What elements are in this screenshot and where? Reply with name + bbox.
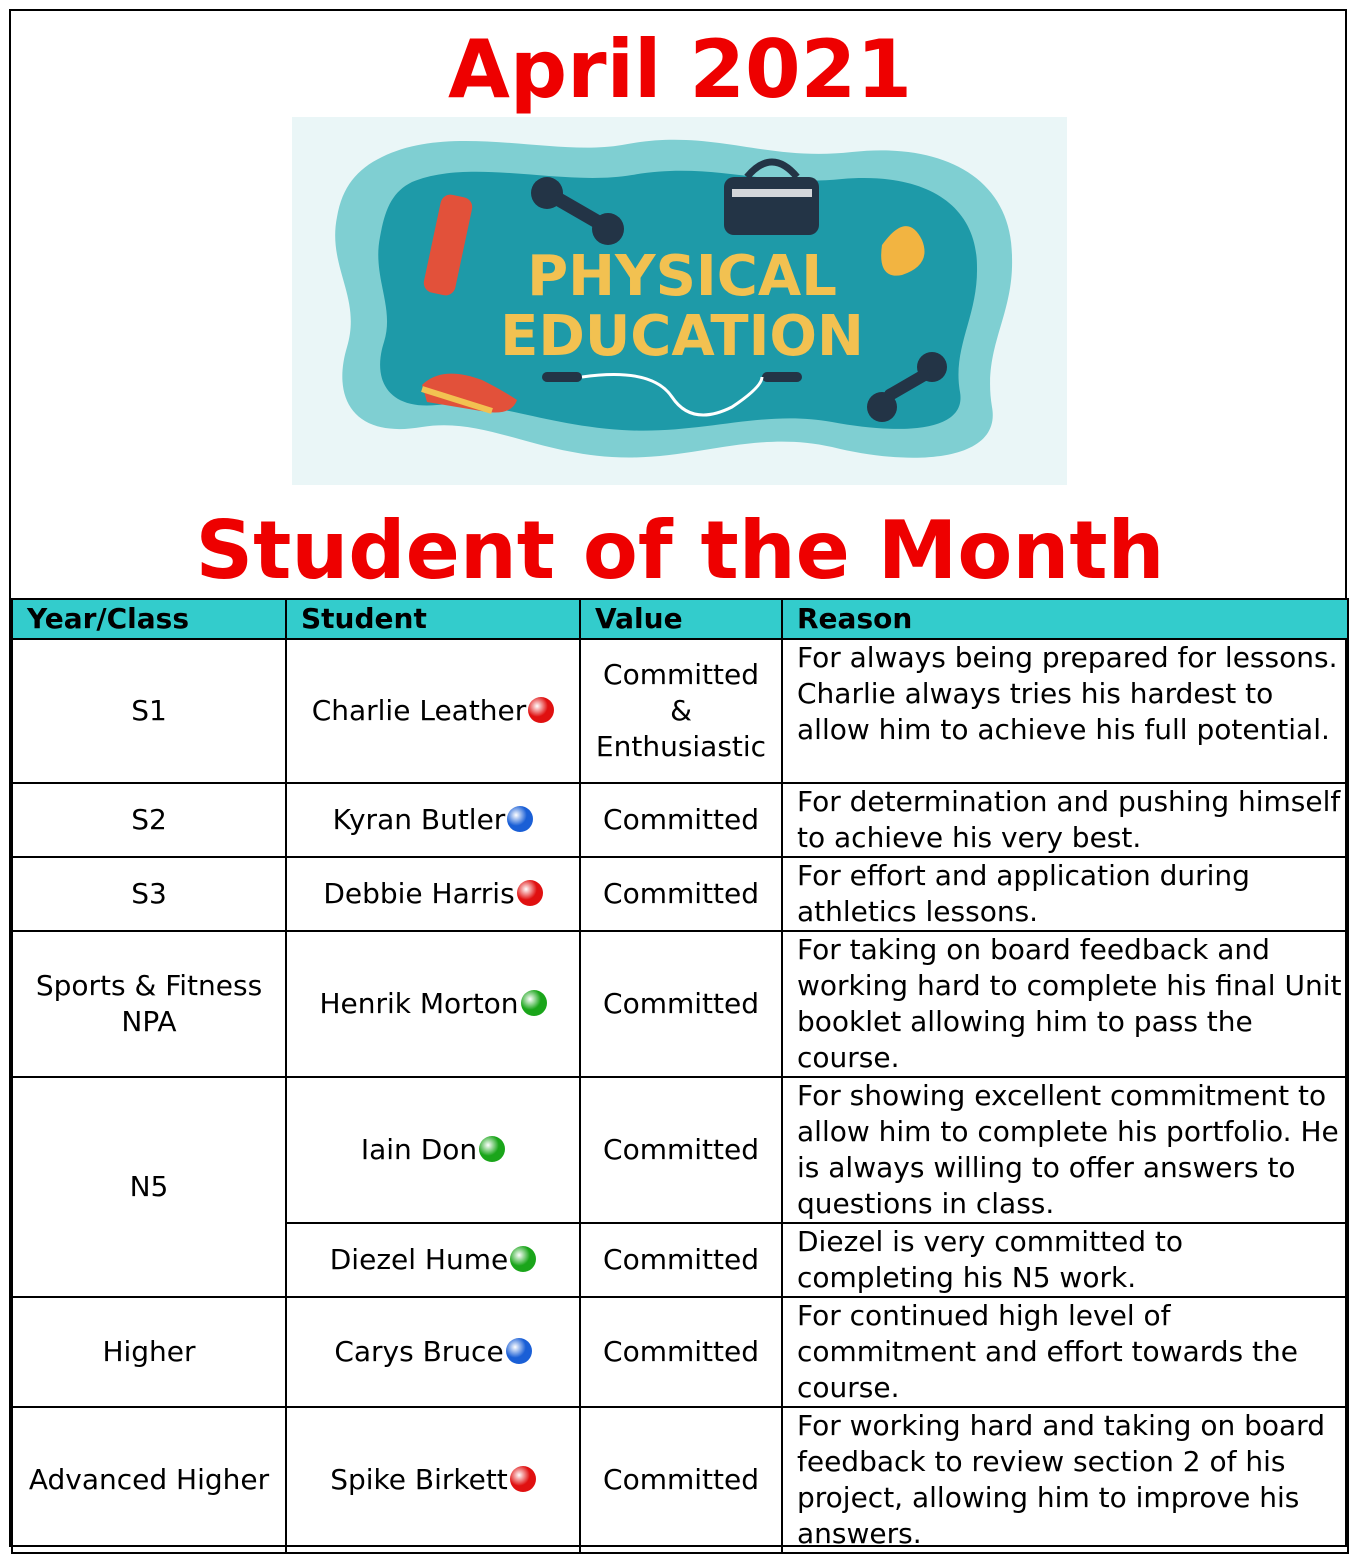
value-cell: Committed: [580, 1077, 782, 1223]
reason-cell: Diezel is very committed to completing his N5 work.: [782, 1223, 1348, 1297]
value-cell: Committed: [580, 1297, 782, 1407]
table-row: [12, 931, 1348, 1077]
green-dot-icon: [510, 1246, 536, 1272]
value-line: Committed: [603, 658, 759, 691]
physical-education-logo: [292, 117, 1067, 485]
red-dot-icon: [510, 1466, 536, 1492]
table-header-row: [12, 599, 1348, 639]
student-cell: [286, 1223, 580, 1297]
value-cell: Committed: [580, 857, 782, 931]
value-cell: [580, 639, 782, 783]
value-cell: Committed: [580, 1223, 782, 1297]
year-class-cell: Advanced Higher: [12, 1407, 286, 1553]
value-cell: Committed: [580, 783, 782, 857]
student-name: Diezel Hume: [329, 1243, 509, 1276]
value-line: &: [670, 694, 692, 727]
green-dot-icon: [479, 1136, 505, 1162]
student-name: Iain Don: [360, 1133, 478, 1166]
student-name: Spike Birkett: [330, 1463, 508, 1496]
table-row: [12, 783, 1348, 857]
reason-cell: For determination and pushing himself to achieve his very best.: [782, 783, 1348, 857]
table-row: [12, 639, 1348, 783]
red-dot-icon: [528, 697, 554, 723]
header-reason: Reason: [782, 599, 1348, 639]
page-subtitle: Student of the Month: [195, 504, 1165, 597]
value-line: Enthusiastic: [595, 730, 767, 763]
blue-dot-icon: [507, 806, 533, 832]
page-title: April 2021: [448, 23, 912, 116]
reason-cell: For always being prepared for lessons. Charlie always tries his hardest to allow him to achieve his full potential.: [782, 639, 1348, 783]
value-cell: Committed: [580, 931, 782, 1077]
table-row: [12, 1077, 1348, 1223]
logo-illustration: [292, 117, 1067, 485]
student-name: Carys Bruce: [334, 1335, 504, 1368]
year-class-cell: Higher: [12, 1297, 286, 1407]
green-dot-icon: [521, 990, 547, 1016]
reason-cell: For taking on board feedback and working hard to complete his final Unit booklet allowing him to pass the course.: [782, 931, 1348, 1077]
student-cell: [286, 639, 580, 783]
table-row: [12, 1407, 1348, 1553]
student-cell: [286, 1297, 580, 1407]
year-class-cell: S3: [12, 857, 286, 931]
student-cell: [286, 931, 580, 1077]
red-dot-icon: [517, 880, 543, 906]
student-name: Debbie Harris: [323, 877, 515, 910]
table-row: [12, 857, 1348, 931]
year-class-cell: S1: [12, 639, 286, 783]
table-row: [12, 1297, 1348, 1407]
header-value: Value: [580, 599, 782, 639]
reason-cell: For continued high level of commitment and effort towards the course.: [782, 1297, 1348, 1407]
student-cell: [286, 1407, 580, 1553]
blue-dot-icon: [506, 1338, 532, 1364]
student-cell: [286, 1077, 580, 1223]
student-name: Henrik Morton: [319, 987, 519, 1020]
header-year-class: Year/Class: [12, 599, 286, 639]
year-class-cell: Sports & Fitness NPA: [12, 931, 286, 1077]
year-class-cell: N5: [12, 1077, 286, 1297]
reason-cell: For working hard and taking on board feedback to review section 2 of his project, allowing him to improve his answers.: [782, 1407, 1348, 1553]
year-class-cell: S2: [12, 783, 286, 857]
student-cell: [286, 857, 580, 931]
value-cell: Committed: [580, 1407, 782, 1553]
reason-cell: For effort and application during athletics lessons.: [782, 857, 1348, 931]
reason-cell: For showing excellent commitment to allow him to complete his portfolio. He is always willing to offer answers to questions in class.: [782, 1077, 1348, 1223]
student-of-month-table: [11, 598, 1349, 1554]
student-name: Charlie Leather: [311, 694, 527, 727]
logo-line2: EDUCATION: [500, 304, 864, 369]
header-student: Student: [286, 599, 580, 639]
student-name: Kyran Butler: [332, 803, 506, 836]
logo-line1: PHYSICAL: [527, 244, 837, 309]
poster-frame: [9, 9, 1347, 1550]
student-cell: [286, 783, 580, 857]
